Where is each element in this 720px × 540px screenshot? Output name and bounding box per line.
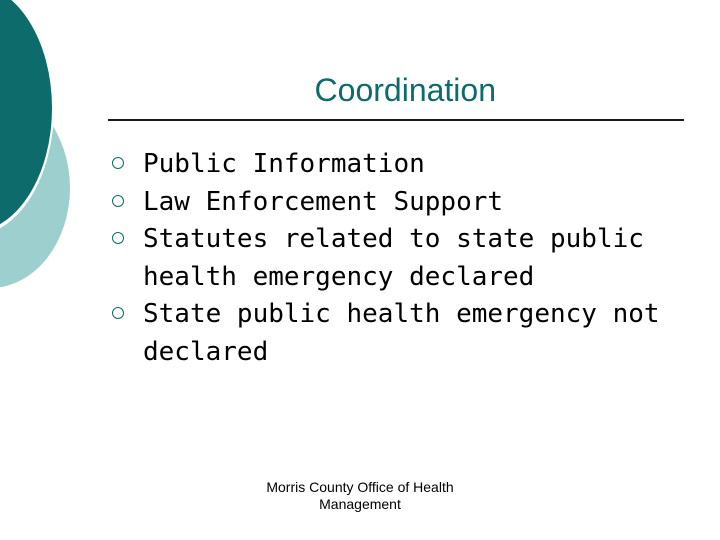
bullet-text: Law Enforcement Support [143,186,504,217]
title-divider [108,119,684,121]
circle-bullet-icon [112,195,124,207]
circle-bullet-icon [112,232,124,244]
slide-title: Coordination [314,72,496,108]
bullet-item [108,296,688,371]
bullet-text: Public Information [143,149,425,179]
decorative-circles [0,0,110,300]
circle-bullet-icon [112,157,124,169]
footer-line-2: Management [319,496,401,512]
bullet-text: State public health emergency not declared [143,299,660,367]
footer-line-1: Morris County Office of Health [266,479,454,495]
circle-bullet-icon [112,307,124,319]
bullet-item [108,221,688,296]
bullet-item [108,146,688,184]
bullet-item [108,184,688,222]
bullet-text: Statutes related to state public health emergency declared [143,224,644,292]
slide-footer [230,479,490,513]
bullet-list [108,146,688,371]
